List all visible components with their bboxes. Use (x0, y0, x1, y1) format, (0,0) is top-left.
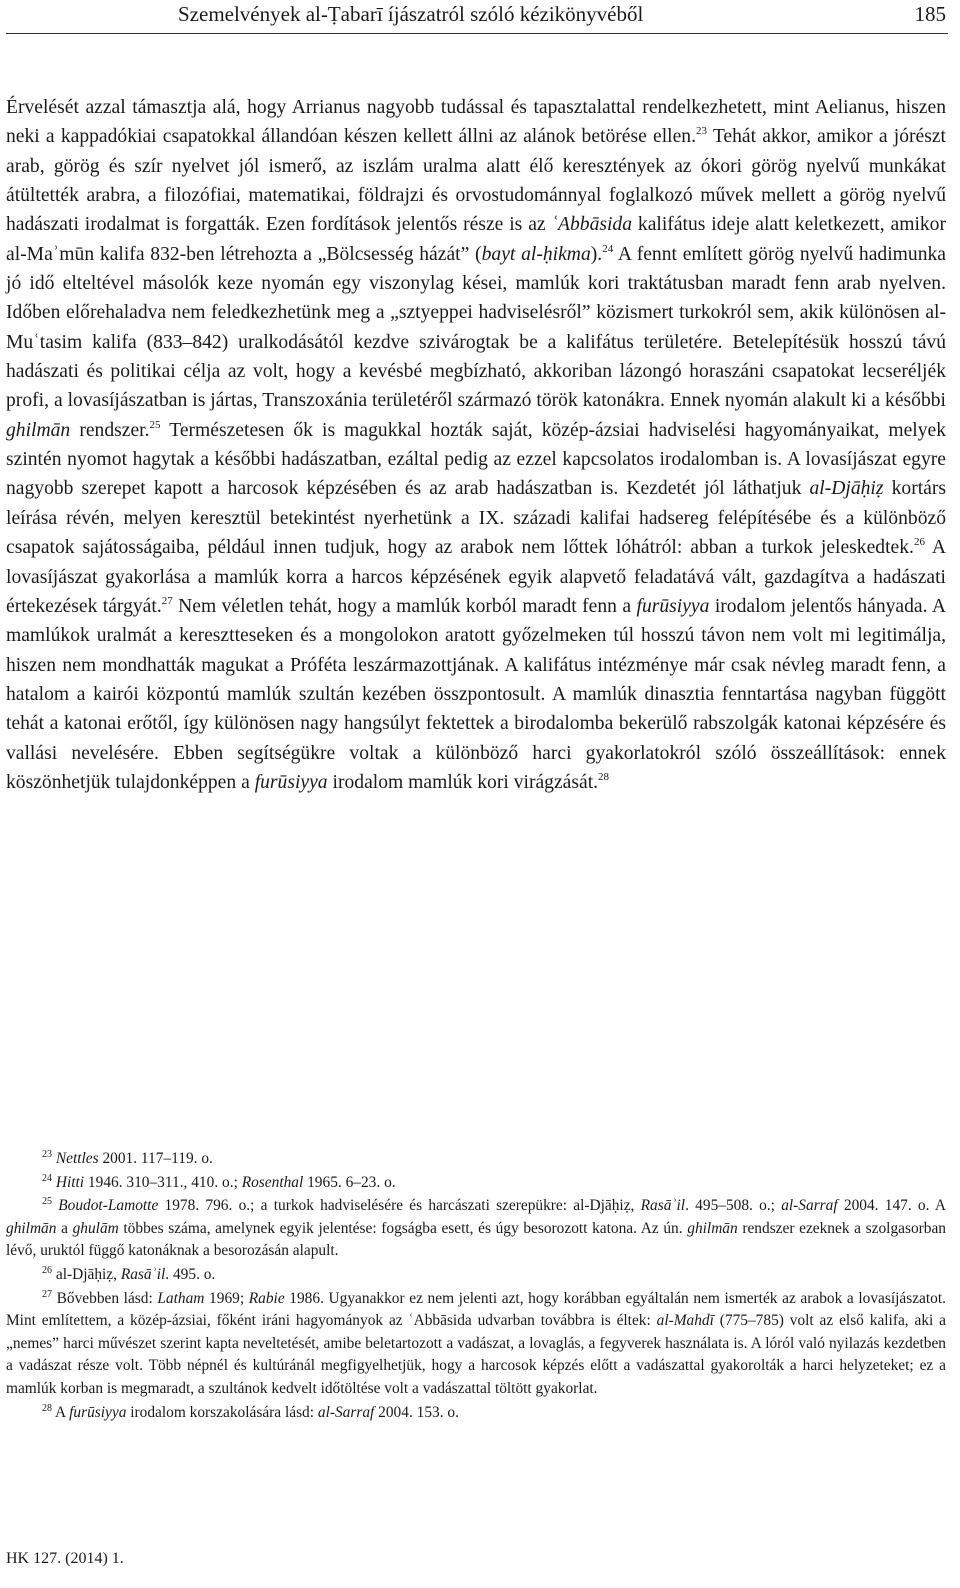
text-run: irodalom korszakolására lásd: (126, 1403, 318, 1421)
footnote-25 (6, 1195, 946, 1263)
text-run: rendszer ezeknek a szolgasorban lévő, uruktól függő katonáknak a besorozásán alapult. (6, 1219, 946, 1260)
text-run: 1969; (204, 1289, 249, 1307)
text-run: (775–785) volt az első kalifa, aki a „nemes” harci művészet szerint kapta neveltetését, amibe beletartozott a vadászat, a lovaglás, a fegyverek használata is. A lóról való nyilazás kezdetben a vadászat része volt. Több népnél és kultúránál megfigyelhetjük, hogy a harcosok képzés előtt a vadászattal gyakorolták a harci helyzeteket; ez a mamlúk korban is megmaradt, a szultánok kedvelt időtöltése volt a vadászattal töltött gyakorlat. (6, 1312, 946, 1397)
footnote-number: 28 (42, 1402, 52, 1414)
italic-term: furūsiyya (254, 771, 328, 793)
italic-term: al-Sarraf (781, 1197, 838, 1215)
text-run: Természetesen ők is magukkal hozták saját, közép-ázsiai hadviselési hagyományaikat, melyek szintén nyomot hagytak a későbbi hadászatban, ezáltal pedig az ezzel kapcsolatos irodalomban is. A lovasíjászat egyre nagyobb szerepet kapott a harcosok képzésében és az arab hadászatban is. Kezdetét jól láthatjuk (6, 419, 946, 500)
text-run: A fennt említett görög nyelvű hadimunka jó idő elteltével másolók keze nyomán egy viszonylag kései, mamlúk kori traktátusban maradt fenn arab nyelven. Időben előrehaladva nem feledkezhetünk meg a „sztyeppei hadviselésről” közismert turkokról sem, akik különösen al-Muʿtasim kalifa (833–842) uralkodásától kezdve szivárogtak be a kalifátus területére. Betelepítésük hosszú távú hadászati és politikai célja az volt, hogy a kevésbé megbízható, akkoriban lázongó horaszáni csapatokat lecseréljék profi, a lovasíjászatban is jártas, Transzoxánia területéről származó török katonákra. Ennek nyomán alakult ki a későbbi (6, 243, 946, 412)
italic-term: Rosenthal (241, 1173, 304, 1191)
footnotes (6, 1148, 946, 1425)
footnote-27 (6, 1288, 946, 1401)
page-header (6, 0, 948, 32)
text-run: Bővebben lásd: (56, 1289, 158, 1307)
text-run: Érvelését azzal támasztja alá, hogy Arrianus nagyobb tudással és tapasztalattal rendelkezhetett, mint Aelianus, hiszen neki a kappadókiai csapatokkal állandóan készen kellett állni az alánok betörése ellen. (6, 97, 946, 148)
text-run: A (55, 1403, 70, 1421)
italic-term: al-Mahdī (656, 1312, 714, 1330)
footnote-28 (6, 1402, 946, 1425)
journal-footer: HK 127. (2014) 1. (6, 1550, 124, 1567)
italic-term: Latham (157, 1289, 205, 1307)
text-run: 2004. 147. o. A (837, 1197, 946, 1215)
footnote-ref: 26 (913, 536, 925, 549)
header-rule (6, 33, 948, 34)
italic-term: Rasāʾil (640, 1197, 686, 1215)
footnote-ref: 24 (602, 242, 614, 255)
footnote-ref: 27 (161, 594, 173, 607)
text-run: kortárs leírása révén, melyen keresztül betekintést nyerhetünk a IX. századi kalifai hadsereg felépítésébe és a különböző csapatok sajátosságaiba, például innen tudjuk, hogy az arabok nem lőttek lóhátról: abban a turkok jeleskedtek. (6, 478, 947, 559)
footnote-number: 23 (42, 1149, 52, 1160)
text-run: 1965. 6–23. o. (303, 1173, 396, 1191)
italic-term: furūsiyya (69, 1403, 127, 1421)
text-run: 2001. 117–119. o. (98, 1150, 213, 1167)
text-run: 1978. 796. o.; a turkok hadviselésére és harcászati szerepükre: al-Djāḥiẓ, (158, 1197, 641, 1215)
body-paragraph (6, 93, 946, 797)
italic-term: furūsiyya (636, 595, 710, 617)
running-title: Szemelvények al-Ṭabarī íjászatról szóló kézikönyvéből (178, 2, 644, 26)
italic-term: ʿAbbāsida (551, 214, 633, 236)
text-run: . 495–508. o.; (685, 1197, 782, 1215)
page-number: 185 (914, 2, 946, 26)
text-run: ). (590, 243, 603, 265)
italic-term: al-Djāḥiẓ (809, 478, 884, 500)
text-run: 1946. 310–311., 410. o.; (84, 1173, 242, 1191)
footnote-ref: 28 (598, 770, 610, 783)
italic-term: Rabie (248, 1289, 285, 1307)
text-run: al-Djāḥiẓ, (55, 1265, 121, 1283)
footnote-number: 26 (42, 1264, 52, 1276)
italic-term: Hitti (55, 1173, 85, 1191)
footnote-23 (6, 1148, 946, 1171)
text-run: többes száma, amelynek egyik jelentése: fogságba esett, és úgy besorozott katona. Az ún. (118, 1219, 688, 1237)
footnote-ref: 25 (149, 418, 161, 431)
italic-term: Boudot-Lamotte (58, 1197, 159, 1215)
italic-term: Nettles (55, 1150, 99, 1167)
text-run: irodalom jelentős hányada. A mamlúkok uralmát a keresztteseken és a mongolokon aratott győzelmeken túl hosszú távon nem volt mi legitimálja, hiszen nem mondhatták magukat a Próféta leszármazottjának. A kalifátus intézménye már csak névleg maradt fenn, a hatalom a kairói központú mamlúk szultán kezében összpontosult. A mamlúk dinasztia fenntartása nagyban függött tehát a katonai erőtől, így különösen nagy hangsúlyt fektettek a birodalomba bekerülő rabszolgák katonai képzésére és vallási nevelésére. Ebben segítségükre voltak a különböző harci gyakorlatokról szóló összeállítások: ennek köszönhetjük tulajdonképpen a (6, 595, 946, 793)
italic-term: ghulām (72, 1219, 119, 1237)
footnote-26 (6, 1264, 946, 1287)
text-run: irodalom mamlúk kori virágzását. (327, 771, 599, 793)
italic-term: ghilmān (6, 419, 71, 441)
footnote-number: 24 (42, 1172, 52, 1184)
italic-term: ghilmān (6, 1219, 57, 1237)
italic-term: ghilmān (687, 1219, 738, 1237)
text-run: rendszer. (70, 419, 150, 441)
text-run: A lovasíjászat gyakorlása a mamlúk korra a harcos képzésének egyik alapvető feladatává vált, gazdagítva a hadászati értekezések tárgyát. (6, 537, 947, 617)
italic-term: Rasāʾil (120, 1265, 166, 1283)
text-run: Nem véletlen tehát, hogy a mamlúk korból maradt fenn a (172, 595, 637, 617)
footnote-ref: 23 (695, 125, 707, 138)
text-run: 1986. Ugyanakkor ez nem jelenti azt, hogy korábban egyáltalán nem ismerték az arabok a lovasíjászatot. Mint említettem, a közép-ázsiai, főként iráni hagyományok az ʿAbbāsida udvarban továbbra is éltek: (6, 1289, 946, 1330)
footnote-number: 25 (42, 1196, 52, 1208)
italic-term: al-Sarraf (317, 1403, 375, 1421)
footnote-number: 27 (42, 1288, 52, 1300)
text-run: kalifátus ideje alatt keletkezett, amikor al-Maʾmūn kalifa 832-ben létrehozta a „Bölcsesség házát” ( (6, 214, 947, 265)
text-run: Tehát akkor, amikor a jórészt arab, görög és szír nyelvet jól ismerő, az iszlám uralma alatt élő keresztények az ókori görög nyelvű munkákat átültették arabra, a filozófiai, matematikai, földrajzi és orvostudománnyal foglalkozó művek mellett a görög nyelvű hadászati irodalmat is forgatták. Ezen fordítások jelentős része is az (6, 126, 946, 236)
italic-term: bayt al-ḥikma (481, 243, 591, 265)
text-run: . 495. o. (165, 1265, 216, 1283)
text-run: a (56, 1219, 73, 1237)
text-run: 2004. 153. o. (374, 1403, 459, 1421)
footnote-24 (6, 1172, 946, 1195)
